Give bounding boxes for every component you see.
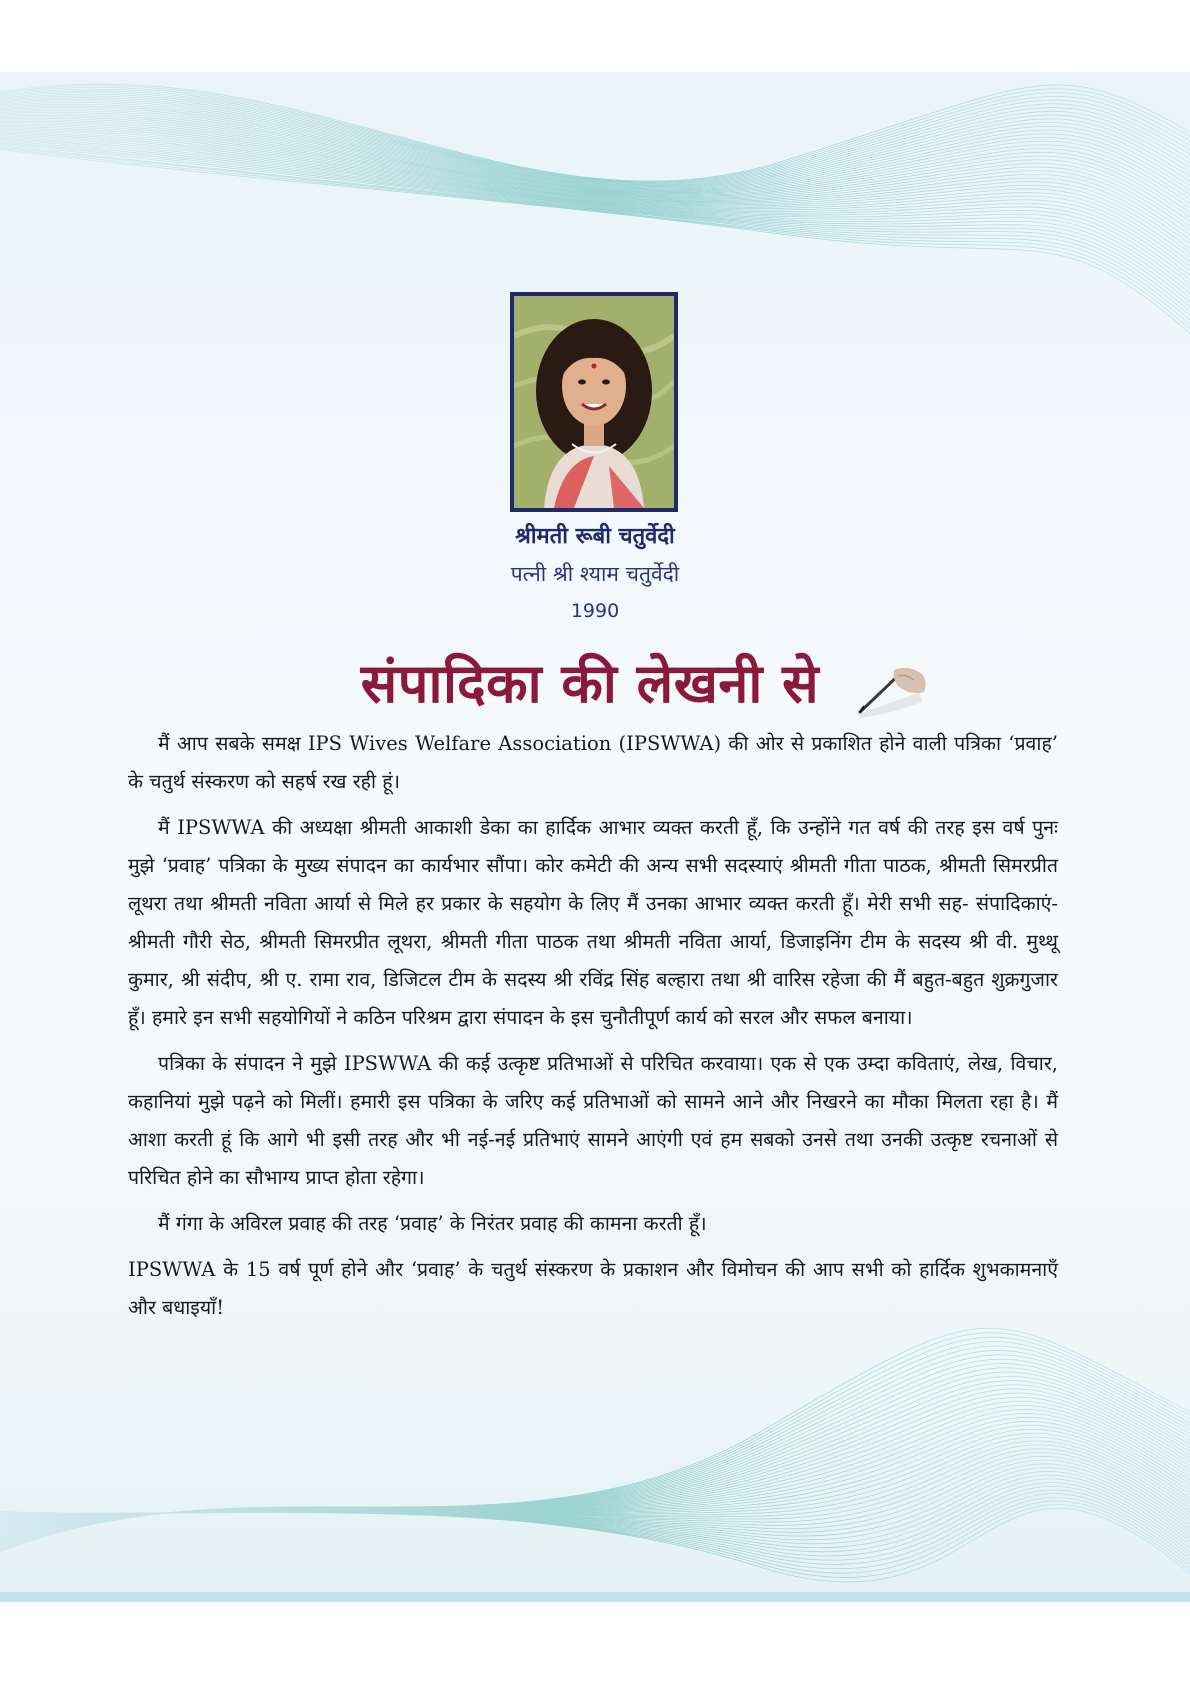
paragraph-talent: पत्रिका के संपादन ने मुझे IPSWWA की कई उत्कृष्ट प्रतिभाओं से परिचित करवाया। एक से एक उम्दा कविताएं, लेख, विचार, कहानियां मुझे पढ़ने को मिलीं। हमारी इस पत्रिका के जरिए कई प्रतिभाओं को सामने आने और निखरने का मौका मिलता रहा है। मैं आशा करती हूं कि आगे भी इसी तरह और भी नई-नई प्रतिभाएं सामने आएंगी एवं हम सबको उनसे तथा उनकी उत्कृष्ट रचनाओं से परिचित होने का सौभाग्य प्राप्त होता रहेगा। bbox=[128, 1052, 1058, 1189]
author-portrait bbox=[510, 292, 678, 512]
author-year: 1990 bbox=[570, 600, 620, 622]
writing-hand-pen-icon bbox=[850, 652, 930, 722]
paragraph-intro: मैं आप सबके समक्ष IPS Wives Welfare Association (IPSWWA) की ओर से प्रकाशित होने वाली पत्रिका ‘प्रवाह’ के चतुर्थ संस्करण को सहर्ष रख रही हूं। bbox=[128, 732, 1058, 793]
author-relation: पत्नी श्री श्याम चतुर्वेदी bbox=[510, 562, 680, 586]
author-name: श्रीमती रूबी चतुर्वेदी bbox=[515, 524, 675, 549]
paragraph-greetings: IPSWWA के 15 वर्ष पूर्ण होने और ‘प्रवाह’ के चतुर्थ संस्करण के प्रकाशन और विमोचन की आप सभी को हार्दिक शुभकामनाएँ और बधाइयाँ! bbox=[128, 1258, 1058, 1319]
paragraph-wish: मैं गंगा के अविरल प्रवाह की तरह ‘प्रवाह’ के निरंतर प्रवाह की कामना करती हूँ। bbox=[158, 1212, 707, 1235]
page-title: संपादिका की लेखनी से bbox=[360, 651, 820, 715]
bottom-color-strip bbox=[0, 1592, 1190, 1602]
portrait-illustration bbox=[514, 296, 674, 508]
paragraph-acknowledgements: मैं IPSWWA की अध्यक्षा श्रीमती आकाशी डेका का हार्दिक आभार व्यक्त करती हूँ, कि उन्होंने गत वर्ष की तरह इस वर्ष पुनः मुझे ‘प्रवाह’ पत्रिका के मुख्य संपादन का कार्यभार सौंपा। कोर कमेटी की अन्य सभी सदस्याएं श्रीमती गीता पाठक, श्रीमती सिमरप्रीत लूथरा तथा श्रीमती नविता आर्या से मिले हर प्रकार के सहयोग के लिए मैं उनका आभार व्यक्त करती हूँ। मेरी सभी सह- संपादिकाएं- श्रीमती गौरी सेठ, श्रीमती सिमरप्रीत लूथरा, श्रीमती गीता पाठक तथा श्रीमती नविता आर्या, डिजाइनिंग टीम के सदस्य श्री वी. मुथ्थू कुमार, श्री संदीप, श्री ए. रामा राव, डिजिटल टीम के सदस्य श्री रविंद्र सिंह बल्हारा तथा श्री वारिस रहेजा की मैं बहुत-बहुत शुक्रगुजार हूँ। हमारे इन सभी सहयोगियों ने कठिन परिश्रम द्वारा संपादन के इस चुनौतीपूर्ण कार्य को सरल और सफल बनाया। bbox=[128, 816, 1058, 1029]
editorial-body bbox=[128, 725, 1058, 1335]
